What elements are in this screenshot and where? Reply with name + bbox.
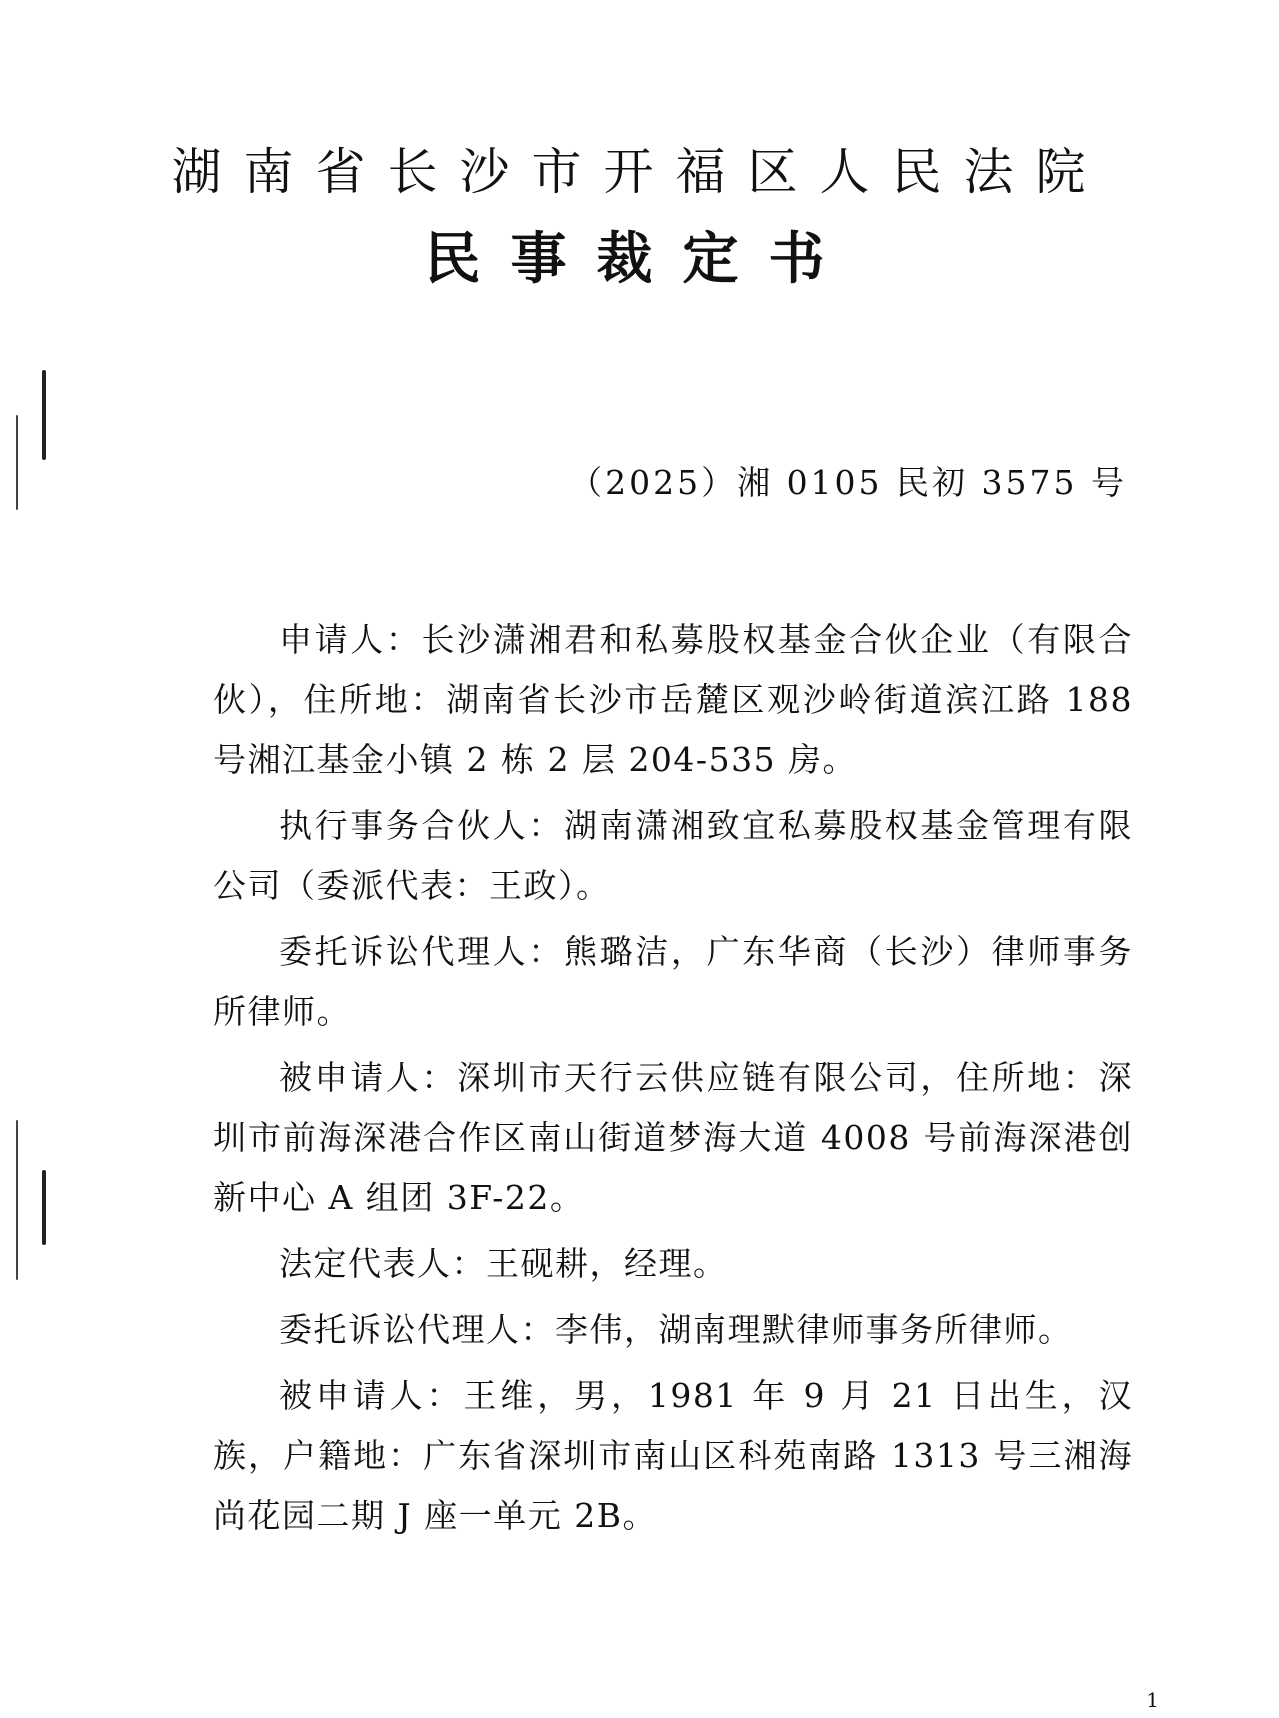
paragraph-executive-partner: 执行事务合伙人：湖南潇湘致宜私募股权基金管理有限公司（委派代表：王政）。 [213, 806, 1133, 905]
binding-mark [42, 1170, 46, 1245]
binding-mark [16, 415, 18, 510]
paragraph-applicant: 申请人：长沙潇湘君和私募股权基金合伙企业（有限合伙），住所地：湖南省长沙市岳麓区观沙岭街道滨江路 188 号湘江基金小镇 2 栋 2 层 204-535 房。 [213, 620, 1133, 779]
paragraph-applicant-agent: 委托诉讼代理人：熊璐洁，广东华商（长沙）律师事务所律师。 [213, 932, 1133, 1031]
case-number: （2025）湘 0105 民初 3575 号 [569, 463, 1127, 502]
court-name: 湖南省长沙市开福区人民法院 [171, 143, 1108, 201]
paragraph-respondent-agent: 委托诉讼代理人：李伟，湖南理默律师事务所律师。 [279, 1310, 1073, 1349]
document-title: 民事裁定书 [424, 226, 855, 292]
binding-mark [16, 1120, 18, 1280]
paragraph-legal-representative: 法定代表人：王砚耕，经理。 [279, 1244, 728, 1283]
paragraph-respondent-individual: 被申请人：王维，男，1981 年 9 月 21 日出生，汉族，户籍地：广东省深圳市南山区科苑南路 1313 号三湘海尚花园二期 J 座一单元 2B。 [213, 1376, 1133, 1535]
ruling-body [213, 610, 1133, 1552]
page-number: 1 [1146, 1688, 1159, 1712]
binding-mark [42, 370, 46, 460]
paragraph-respondent-company: 被申请人：深圳市天行云供应链有限公司，住所地：深圳市前海深港合作区南山街道梦海大道 4008 号前海深港创新中心 A 组团 3F-22。 [213, 1058, 1133, 1217]
